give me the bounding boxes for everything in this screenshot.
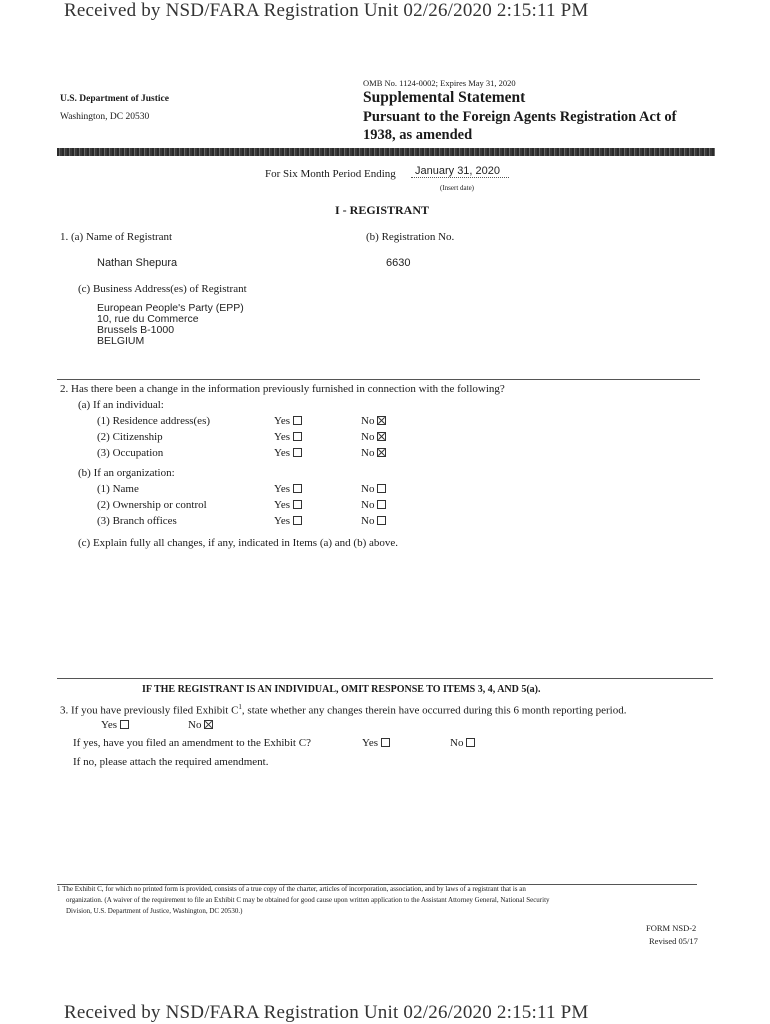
section-registrant-heading: I - REGISTRANT: [335, 203, 430, 217]
q2a-item-3-yes[interactable]: [274, 447, 302, 459]
q3-amend-no[interactable]: [450, 737, 475, 749]
no-label: No: [450, 737, 464, 749]
registration-no-value[interactable]: 6630: [386, 257, 411, 269]
address-line-1[interactable]: European People's Party (EPP): [97, 302, 244, 314]
q3-amend-question: If yes, have you filed an amendment to the Exhibit C?: [73, 737, 311, 749]
divider-q2: [57, 379, 700, 380]
checkbox-icon[interactable]: [377, 516, 386, 525]
form-number: FORM NSD-2: [646, 923, 697, 933]
yes-label: Yes: [362, 737, 379, 749]
checked-checkbox-icon[interactable]: [377, 416, 386, 425]
period-value[interactable]: January 31, 2020: [411, 165, 509, 178]
checked-checkbox-icon[interactable]: [377, 432, 386, 441]
checkbox-icon[interactable]: [377, 484, 386, 493]
form-subtitle-2: 1938, as amended: [363, 127, 473, 143]
q2a-item-3-no[interactable]: [361, 447, 386, 459]
checkbox-icon[interactable]: [381, 738, 390, 747]
no-label: No: [361, 415, 375, 427]
divider-q3: [57, 678, 713, 679]
registration-no-label: (b) Registration No.: [366, 231, 455, 243]
registrant-name-label: 1. (a) Name of Registrant: [60, 231, 173, 243]
form-subtitle-1: Pursuant to the Foreign Agents Registration Act of: [363, 109, 677, 125]
q3-yes[interactable]: [101, 719, 129, 731]
form-title: Supplemental Statement: [363, 89, 526, 106]
q3-text-post: , state whether any changes therein have occurred during this 6 month reporting period.: [241, 704, 627, 717]
checkbox-icon[interactable]: [293, 516, 302, 525]
checkbox-icon[interactable]: [293, 484, 302, 493]
q2b-item-3-no[interactable]: [361, 515, 386, 527]
checkbox-icon[interactable]: [293, 432, 302, 441]
q3-heading: IF THE REGISTRANT IS AN INDIVIDUAL, OMIT RESPONSE TO ITEMS 3, 4, AND 5(a).: [142, 684, 541, 695]
address-line-3[interactable]: Brussels B-1000: [97, 324, 175, 336]
q2b-item-1-yes[interactable]: [274, 483, 302, 495]
q3-text-pre: 3. If you have previously filed Exhibit C: [60, 704, 239, 717]
department-city: Washington, DC 20530: [60, 112, 150, 122]
q2b-item-1-no[interactable]: [361, 483, 386, 495]
no-label: No: [361, 483, 375, 495]
address-line-4[interactable]: BELGIUM: [97, 335, 145, 347]
yes-label: Yes: [274, 483, 291, 495]
received-stamp-top: Received by NSD/FARA Registration Unit 02/26/2020 2:15:11 PM: [64, 0, 589, 21]
received-stamp-bottom: Received by NSD/FARA Registration Unit 02/26/2020 2:15:11 PM: [64, 1002, 589, 1023]
address-line-2[interactable]: 10, rue du Commerce: [97, 313, 199, 325]
business-address-label: (c) Business Address(es) of Registrant: [78, 283, 247, 295]
period-hint: (Insert date): [440, 184, 475, 192]
period-label: For Six Month Period Ending: [265, 168, 396, 180]
no-label: No: [361, 447, 375, 459]
header-rule: [57, 148, 715, 156]
checkbox-icon[interactable]: [293, 416, 302, 425]
omb-number: OMB No. 1124-0002; Expires May 31, 2020: [363, 78, 516, 88]
no-label: No: [361, 515, 375, 527]
footnote-line-1: 1 The Exhibit C, for which no printed form is provided, consists of a true copy of the charter, articles of incorporation, association, and by laws of a registrant that is an: [57, 885, 526, 893]
q2b-label: (b) If an organization:: [78, 467, 175, 479]
footnote-line-3: Division, U.S. Department of Justice, Washington, DC 20530.): [66, 907, 243, 915]
yes-label: Yes: [274, 447, 291, 459]
yes-label: Yes: [101, 719, 118, 731]
checked-checkbox-icon[interactable]: [377, 448, 386, 457]
registrant-name-value[interactable]: Nathan Shepura: [97, 257, 178, 269]
q3-amend-yes[interactable]: [362, 737, 390, 749]
yes-label: Yes: [274, 515, 291, 527]
q2a-item-1-yes[interactable]: [274, 415, 302, 427]
no-label: No: [361, 499, 375, 511]
q3-text: [60, 703, 627, 717]
q2a-label: (a) If an individual:: [78, 399, 164, 411]
footnote-line-2: organization. (A waiver of the requirement to file an Exhibit C may be obtained for good cause upon written application to the Assistant Attorney General, National Security: [66, 896, 550, 904]
q2a-item-1-label: (1) Residence address(es): [97, 415, 211, 427]
department-name: U.S. Department of Justice: [60, 94, 169, 104]
checkbox-icon[interactable]: [293, 448, 302, 457]
q2b-item-1-label: (1) Name: [97, 483, 139, 495]
q2a-item-2-yes[interactable]: [274, 431, 302, 443]
checkbox-icon[interactable]: [293, 500, 302, 509]
q2b-item-2-yes[interactable]: [274, 499, 302, 511]
checkbox-icon[interactable]: [377, 500, 386, 509]
checkbox-icon[interactable]: [120, 720, 129, 729]
q2-text: 2. Has there been a change in the information previously furnished in connection with the following?: [60, 383, 505, 395]
form-revised: Revised 05/17: [649, 936, 698, 946]
checked-checkbox-icon[interactable]: [204, 720, 213, 729]
footnote-ref: 1: [238, 703, 242, 711]
q2b-item-2-label: (2) Ownership or control: [97, 499, 207, 511]
q2b-item-3-yes[interactable]: [274, 515, 302, 527]
q2a-item-3-label: (3) Occupation: [97, 447, 164, 459]
q2a-item-2-no[interactable]: [361, 431, 386, 443]
yes-label: Yes: [274, 499, 291, 511]
no-label: No: [361, 431, 375, 443]
q3-attach-text: If no, please attach the required amendment.: [73, 756, 269, 768]
q2c-text: (c) Explain fully all changes, if any, indicated in Items (a) and (b) above.: [78, 537, 398, 549]
q2a-item-1-no[interactable]: [361, 415, 386, 427]
q2b-item-3-label: (3) Branch offices: [97, 515, 177, 527]
q2a-item-2-label: (2) Citizenship: [97, 431, 163, 443]
yes-label: Yes: [274, 431, 291, 443]
q3-no[interactable]: [188, 719, 213, 731]
yes-label: Yes: [274, 415, 291, 427]
q2b-item-2-no[interactable]: [361, 499, 386, 511]
checkbox-icon[interactable]: [466, 738, 475, 747]
no-label: No: [188, 719, 202, 731]
